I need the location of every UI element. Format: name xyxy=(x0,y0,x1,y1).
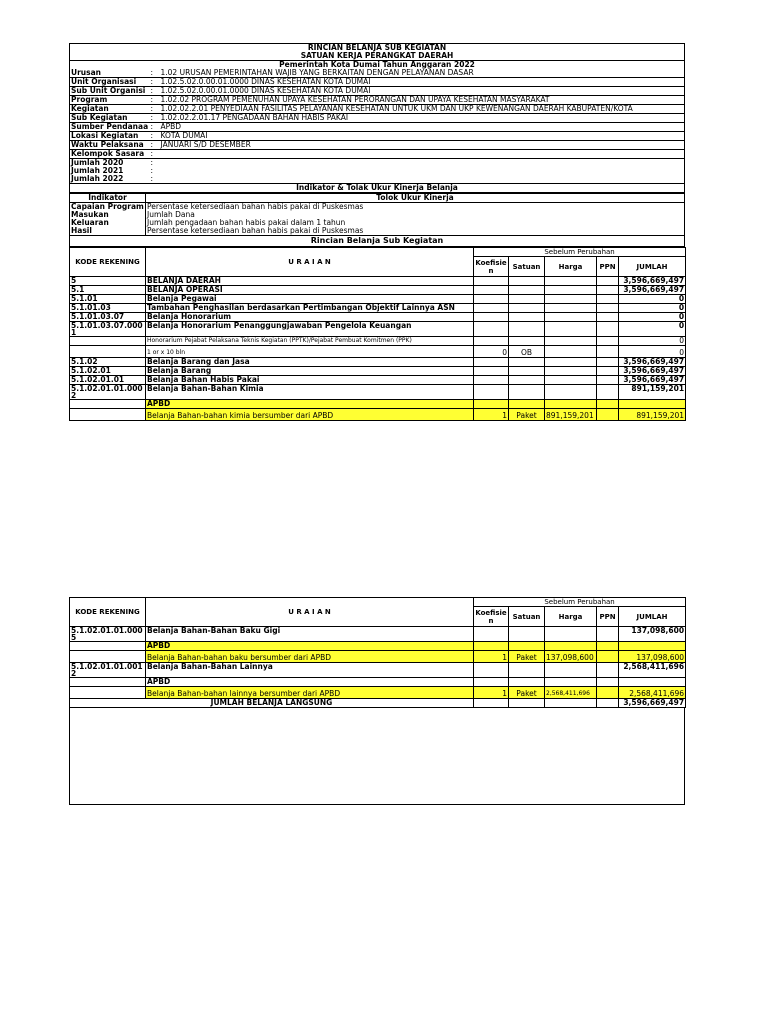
info-label: Jumlah 2020 xyxy=(71,158,124,167)
satuan-cell xyxy=(509,286,545,295)
harga-cell xyxy=(545,376,597,385)
kode-rekening-cell: 5.1.01 xyxy=(70,295,146,304)
rincian-table-1 xyxy=(69,247,686,421)
satuan-cell: Paket xyxy=(509,687,545,699)
uraian-cell: BELANJA DAERAH xyxy=(146,277,474,286)
satuan-cell xyxy=(509,358,545,367)
kinerja-row xyxy=(70,211,685,219)
info-colon: : xyxy=(150,104,154,113)
info-row xyxy=(70,78,685,87)
koefisien-cell xyxy=(474,642,509,651)
info-row xyxy=(70,150,685,159)
total-label: JUMLAH BELANJA LANGSUNG xyxy=(70,699,474,708)
total-value: 3,596,669,497 xyxy=(619,699,686,708)
kode-rekening-cell: 5.1.02.01.01.000 2 xyxy=(70,385,146,400)
table-row xyxy=(70,367,686,376)
jumlah-cell xyxy=(619,400,686,409)
koefisien-cell xyxy=(474,678,509,687)
uraian-cell: Belanja Bahan-Bahan Baku Gigi xyxy=(146,627,474,642)
ppn-cell xyxy=(597,295,619,304)
ppn-cell xyxy=(597,409,619,421)
kinerja-label: Hasil xyxy=(70,227,146,235)
jumlah-cell: 891,159,201 xyxy=(619,409,686,421)
uraian-cell: Belanja Bahan Habis Pakai xyxy=(146,376,474,385)
table-row xyxy=(70,663,686,678)
harga-cell: 137,098,600 xyxy=(545,651,597,663)
title-pemerintah: Pemerintah Kota Dumai Tahun Anggaran 2022 xyxy=(70,61,685,70)
info-value: 1.02.02.2.01 PENYEDIAAN FASILITAS PELAYANAN KESEHATAN UNTUK UKM DAN UKP KEWENANGAN DAERAH KABUPATEN/KOTA xyxy=(160,104,633,113)
kode-rekening-cell xyxy=(70,678,146,687)
uraian-cell: Belanja Barang dan Jasa xyxy=(146,358,474,367)
uraian-cell: 1 or x 10 bln xyxy=(146,346,474,358)
table-row xyxy=(70,642,686,651)
jumlah-cell: 2,568,411,696 xyxy=(619,663,686,678)
info-value: 1.02.5.02.0.00.01.0000 DINAS KESEHATAN KOTA DUMAI xyxy=(160,77,371,86)
kinerja-col-indikator: Indikator xyxy=(70,194,146,203)
info-row xyxy=(70,167,685,175)
table-row xyxy=(70,295,686,304)
info-label: Jumlah 2021 xyxy=(71,167,124,175)
satuan-cell xyxy=(509,337,545,346)
jumlah-cell: 0 xyxy=(619,313,686,322)
ppn-cell xyxy=(597,400,619,409)
info-colon: : xyxy=(150,140,154,149)
rincian-table-2 xyxy=(69,597,686,708)
ppn-cell xyxy=(597,286,619,295)
info-label: Sumber Pendanaa xyxy=(71,122,149,131)
koefisien-cell xyxy=(474,367,509,376)
harga-cell xyxy=(545,346,597,358)
col-uraian: U R A I A N xyxy=(146,248,474,277)
table-row xyxy=(70,376,686,385)
info-label: Lokasi Kegiatan xyxy=(71,131,139,140)
info-value: 1.02.02 PROGRAM PEMENUHAN UPAYA KESEHATAN PERORANGAN DAN UPAYA KESEHATAN MASYARAKAT xyxy=(160,95,550,104)
col-koefisien-2: Koefisie n xyxy=(475,608,507,625)
harga-cell xyxy=(545,358,597,367)
koefisien-cell: 1 xyxy=(474,687,509,699)
table-row xyxy=(70,346,686,358)
col-sebelum-perubahan: Sebelum Perubahan xyxy=(474,248,686,257)
col-ppn: PPN xyxy=(597,257,619,277)
satuan-cell xyxy=(509,642,545,651)
table-row xyxy=(70,322,686,337)
uraian-cell: APBD xyxy=(146,678,474,687)
jumlah-cell: 0 xyxy=(619,304,686,313)
kode-rekening-cell: 5.1.01.03.07 xyxy=(70,313,146,322)
kinerja-value: Persentase ketersediaan bahan habis pakai di Puskesmas xyxy=(146,203,685,212)
harga-cell xyxy=(545,295,597,304)
kinerja-title: Indikator & Tolak Ukur Kinerja Belanja xyxy=(70,184,685,193)
koefisien-cell xyxy=(474,286,509,295)
koefisien-cell: 0 xyxy=(474,346,509,358)
table-row xyxy=(70,313,686,322)
koefisien-cell xyxy=(474,295,509,304)
harga-cell xyxy=(545,367,597,376)
info-value xyxy=(160,150,685,159)
kode-rekening-cell: 5 xyxy=(70,277,146,286)
satuan-cell xyxy=(509,367,545,376)
kode-rekening-cell: 5.1.02.01.01 xyxy=(70,376,146,385)
info-value: JANUARI S/D DESEMBER xyxy=(160,140,251,149)
info-row xyxy=(70,159,685,168)
koefisien-cell xyxy=(474,304,509,313)
koefisien-cell xyxy=(474,277,509,286)
jumlah-cell: 0 xyxy=(619,322,686,337)
table-row xyxy=(70,277,686,286)
koefisien-cell: 1 xyxy=(474,651,509,663)
col-uraian-2: U R A I A N xyxy=(146,598,474,627)
uraian-cell: BELANJA OPERASI xyxy=(146,286,474,295)
info-row xyxy=(70,132,685,141)
budget-sheet-page-2 xyxy=(69,597,685,805)
jumlah-cell: 137,098,600 xyxy=(619,651,686,663)
info-label: Unit Organisasi xyxy=(71,77,137,86)
ppn-cell xyxy=(597,376,619,385)
koefisien-cell xyxy=(474,322,509,337)
info-value xyxy=(160,167,685,175)
info-row xyxy=(70,105,685,114)
kinerja-value: Persentase ketersediaan bahan habis pakai di Puskesmas xyxy=(146,227,685,235)
info-value: APBD xyxy=(160,122,182,131)
table-row xyxy=(70,358,686,367)
kode-rekening-cell: 5.1.02.01.01.000 5 xyxy=(70,627,146,642)
info-value xyxy=(160,159,685,168)
col-koefisien: Koefisie n xyxy=(475,258,507,275)
harga-cell: 891,159,201 xyxy=(545,409,597,421)
satuan-cell xyxy=(509,627,545,642)
table-row xyxy=(70,400,686,409)
jumlah-cell: 3,596,669,497 xyxy=(619,277,686,286)
jumlah-cell xyxy=(619,678,686,687)
info-label: Waktu Pelaksana xyxy=(71,140,144,149)
jumlah-cell: 3,596,669,497 xyxy=(619,286,686,295)
info-colon: : xyxy=(150,175,154,183)
jumlah-cell: 2,568,411,696 xyxy=(619,687,686,699)
col-satuan-2: Satuan xyxy=(509,607,545,627)
uraian-cell: Belanja Honorarium Penanggungjawaban Pengelola Keuangan xyxy=(146,322,474,337)
info-colon: : xyxy=(150,69,154,77)
kode-rekening-cell xyxy=(70,651,146,663)
table-row xyxy=(70,651,686,663)
info-value: KOTA DUMAI xyxy=(160,131,208,140)
kinerja-row xyxy=(70,203,685,212)
col-kode-rekening-2: KODE REKENING xyxy=(70,598,146,627)
satuan-cell xyxy=(509,322,545,337)
kode-rekening-cell xyxy=(70,642,146,651)
info-row xyxy=(70,141,685,150)
ppn-cell xyxy=(597,313,619,322)
harga-cell xyxy=(545,322,597,337)
kode-rekening-cell: 5.1.02 xyxy=(70,358,146,367)
ppn-cell xyxy=(597,385,619,400)
info-section xyxy=(70,69,685,184)
jumlah-cell: 891,159,201 xyxy=(619,385,686,400)
title-satuan-kerja: SATUAN KERJA PERANGKAT DAERAH xyxy=(300,52,454,60)
info-label: Urusan xyxy=(71,69,101,77)
table-row xyxy=(70,337,686,346)
uraian-cell: Honorarium Pejabat Pelaksana Teknis Kegiatan (PPTK)/Pejabat Pembuat Komitmen (PPK) xyxy=(146,337,474,346)
koefisien-cell xyxy=(474,337,509,346)
uraian-cell: Belanja Bahan-bahan kimia bersumber dari APBD xyxy=(146,409,474,421)
ppn-cell xyxy=(597,627,619,642)
satuan-cell xyxy=(509,385,545,400)
ppn-cell xyxy=(597,678,619,687)
info-colon: : xyxy=(150,122,154,131)
ppn-cell xyxy=(597,304,619,313)
blank-area xyxy=(69,708,685,805)
budget-sheet-page-1 xyxy=(69,43,685,421)
kinerja-col-tolok: Tolok Ukur Kinerja xyxy=(146,194,685,203)
koefisien-cell xyxy=(474,313,509,322)
uraian-cell: Tambahan Penghasilan berdasarkan Pertimbangan Objektif Lainnya ASN xyxy=(146,304,474,313)
harga-cell xyxy=(545,627,597,642)
header-table xyxy=(69,43,685,193)
ppn-cell xyxy=(597,367,619,376)
ppn-cell xyxy=(597,663,619,678)
title-rincian: RINCIAN BELANJA SUB KEGIATAN xyxy=(307,43,447,52)
table-row xyxy=(70,385,686,400)
col-jumlah-2: JUMLAH xyxy=(619,607,686,627)
kode-rekening-cell xyxy=(70,687,146,699)
jumlah-cell xyxy=(619,642,686,651)
kinerja-value: Jumlah pengadaan bahan habis pakai dalam 1 tahun xyxy=(146,219,685,227)
info-colon: : xyxy=(150,95,154,104)
info-label: Sub Kegiatan xyxy=(71,113,128,122)
jumlah-cell: 3,596,669,497 xyxy=(619,367,686,376)
info-label: Sub Unit Organisi xyxy=(71,86,146,95)
table-row xyxy=(70,409,686,421)
ppn-cell xyxy=(597,642,619,651)
info-label: Kegiatan xyxy=(71,104,109,113)
info-row xyxy=(70,96,685,105)
uraian-cell: Belanja Honorarium xyxy=(146,313,474,322)
kode-rekening-cell: 5.1.01.03.07.000 1 xyxy=(70,322,146,337)
satuan-cell xyxy=(509,277,545,286)
uraian-cell: Belanja Bahan-bahan baku bersumber dari APBD xyxy=(146,651,474,663)
jumlah-cell: 0 xyxy=(619,337,686,346)
jumlah-cell: 3,596,669,497 xyxy=(619,376,686,385)
harga-cell xyxy=(545,304,597,313)
satuan-cell xyxy=(509,304,545,313)
table-row xyxy=(70,678,686,687)
satuan-cell xyxy=(509,313,545,322)
info-label: Program xyxy=(71,95,108,104)
col-harga: Harga xyxy=(545,257,597,277)
satuan-cell xyxy=(509,400,545,409)
info-colon: : xyxy=(150,167,154,175)
harga-cell xyxy=(545,678,597,687)
jumlah-cell: 0 xyxy=(619,346,686,358)
col-ppn-2: PPN xyxy=(597,607,619,627)
uraian-cell: Belanja Bahan-Bahan Lainnya xyxy=(146,663,474,678)
koefisien-cell xyxy=(474,385,509,400)
harga-cell xyxy=(545,400,597,409)
info-colon: : xyxy=(150,86,154,95)
harga-cell xyxy=(545,642,597,651)
info-row xyxy=(70,69,685,78)
harga-cell xyxy=(545,286,597,295)
info-colon: : xyxy=(150,158,154,167)
col-jumlah: JUMLAH xyxy=(619,257,686,277)
info-label: Jumlah 2022 xyxy=(71,175,124,183)
info-value: 1.02.02.2.01.17 PENGADAAN BAHAN HABIS PAKAI xyxy=(160,113,349,122)
kinerja-row xyxy=(70,227,685,235)
satuan-cell: Paket xyxy=(509,651,545,663)
kode-rekening-cell xyxy=(70,400,146,409)
ppn-cell xyxy=(597,277,619,286)
table-row xyxy=(70,627,686,642)
uraian-cell: Belanja Bahan-bahan lainnya bersumber dari APBD xyxy=(146,687,474,699)
rincian-title: Rincian Belanja Sub Kegiatan xyxy=(310,236,444,245)
koefisien-cell: 1 xyxy=(474,409,509,421)
jumlah-cell: 137,098,600 xyxy=(619,627,686,642)
uraian-cell: APBD xyxy=(146,400,474,409)
satuan-cell: OB xyxy=(509,346,545,358)
info-colon: : xyxy=(150,77,154,86)
info-colon: : xyxy=(150,113,154,122)
ppn-cell xyxy=(597,346,619,358)
harga-cell: 2,568,411,696 xyxy=(545,687,597,699)
ppn-cell xyxy=(597,337,619,346)
satuan-cell: Paket xyxy=(509,409,545,421)
info-colon: : xyxy=(150,131,154,140)
koefisien-cell xyxy=(474,358,509,367)
info-row xyxy=(70,123,685,132)
jumlah-cell: 0 xyxy=(619,295,686,304)
satuan-cell xyxy=(509,663,545,678)
satuan-cell xyxy=(509,295,545,304)
koefisien-cell xyxy=(474,376,509,385)
jumlah-cell: 3,596,669,497 xyxy=(619,358,686,367)
col-satuan: Satuan xyxy=(509,257,545,277)
harga-cell xyxy=(545,337,597,346)
col-kode-rekening: KODE REKENING xyxy=(70,248,146,277)
rincian-title-bar xyxy=(69,235,685,247)
info-colon: : xyxy=(150,149,154,158)
harga-cell xyxy=(545,277,597,286)
col-sebelum-perubahan-2: Sebelum Perubahan xyxy=(474,598,686,607)
kode-rekening-cell xyxy=(70,346,146,358)
kode-rekening-cell: 5.1.02.01.01.001 2 xyxy=(70,663,146,678)
koefisien-cell xyxy=(474,663,509,678)
table-row xyxy=(70,304,686,313)
koefisien-cell xyxy=(474,400,509,409)
harga-cell xyxy=(545,385,597,400)
harga-cell xyxy=(545,663,597,678)
satuan-cell xyxy=(509,678,545,687)
uraian-cell: Belanja Bahan-Bahan Kimia xyxy=(146,385,474,400)
table-row xyxy=(70,687,686,699)
kode-rekening-cell xyxy=(70,409,146,421)
info-value: 1.02 URUSAN PEMERINTAHAN WAJIB YANG BERKAITAN DENGAN PELAYANAN DASAR xyxy=(160,69,474,77)
kinerja-value: Jumlah Dana xyxy=(146,211,685,219)
ppn-cell xyxy=(597,651,619,663)
info-value: 1.02.5.02.0.00.01.0000 DINAS KESEHATAN KOTA DUMAI xyxy=(160,86,371,95)
uraian-cell: Belanja Pegawai xyxy=(146,295,474,304)
info-label: Kelompok Sasara xyxy=(71,149,145,158)
uraian-cell: Belanja Barang xyxy=(146,367,474,376)
info-row xyxy=(70,114,685,123)
ppn-cell xyxy=(597,322,619,337)
col-harga-2: Harga xyxy=(545,607,597,627)
info-value xyxy=(160,175,685,184)
harga-cell xyxy=(545,313,597,322)
satuan-cell xyxy=(509,376,545,385)
kinerja-table xyxy=(69,193,685,235)
kinerja-row xyxy=(70,219,685,227)
kode-rekening-cell: 5.1.01.03 xyxy=(70,304,146,313)
kode-rekening-cell: 5.1.02.01 xyxy=(70,367,146,376)
info-row xyxy=(70,87,685,96)
kode-rekening-cell: 5.1 xyxy=(70,286,146,295)
info-row xyxy=(70,175,685,184)
koefisien-cell xyxy=(474,627,509,642)
table-row xyxy=(70,286,686,295)
ppn-cell xyxy=(597,687,619,699)
uraian-cell: APBD xyxy=(146,642,474,651)
ppn-cell xyxy=(597,358,619,367)
kinerja-label: Capaian Program xyxy=(71,202,144,211)
kinerja-label: Masukan xyxy=(70,211,146,219)
kode-rekening-cell xyxy=(70,337,146,346)
kinerja-label: Keluaran xyxy=(70,219,146,227)
